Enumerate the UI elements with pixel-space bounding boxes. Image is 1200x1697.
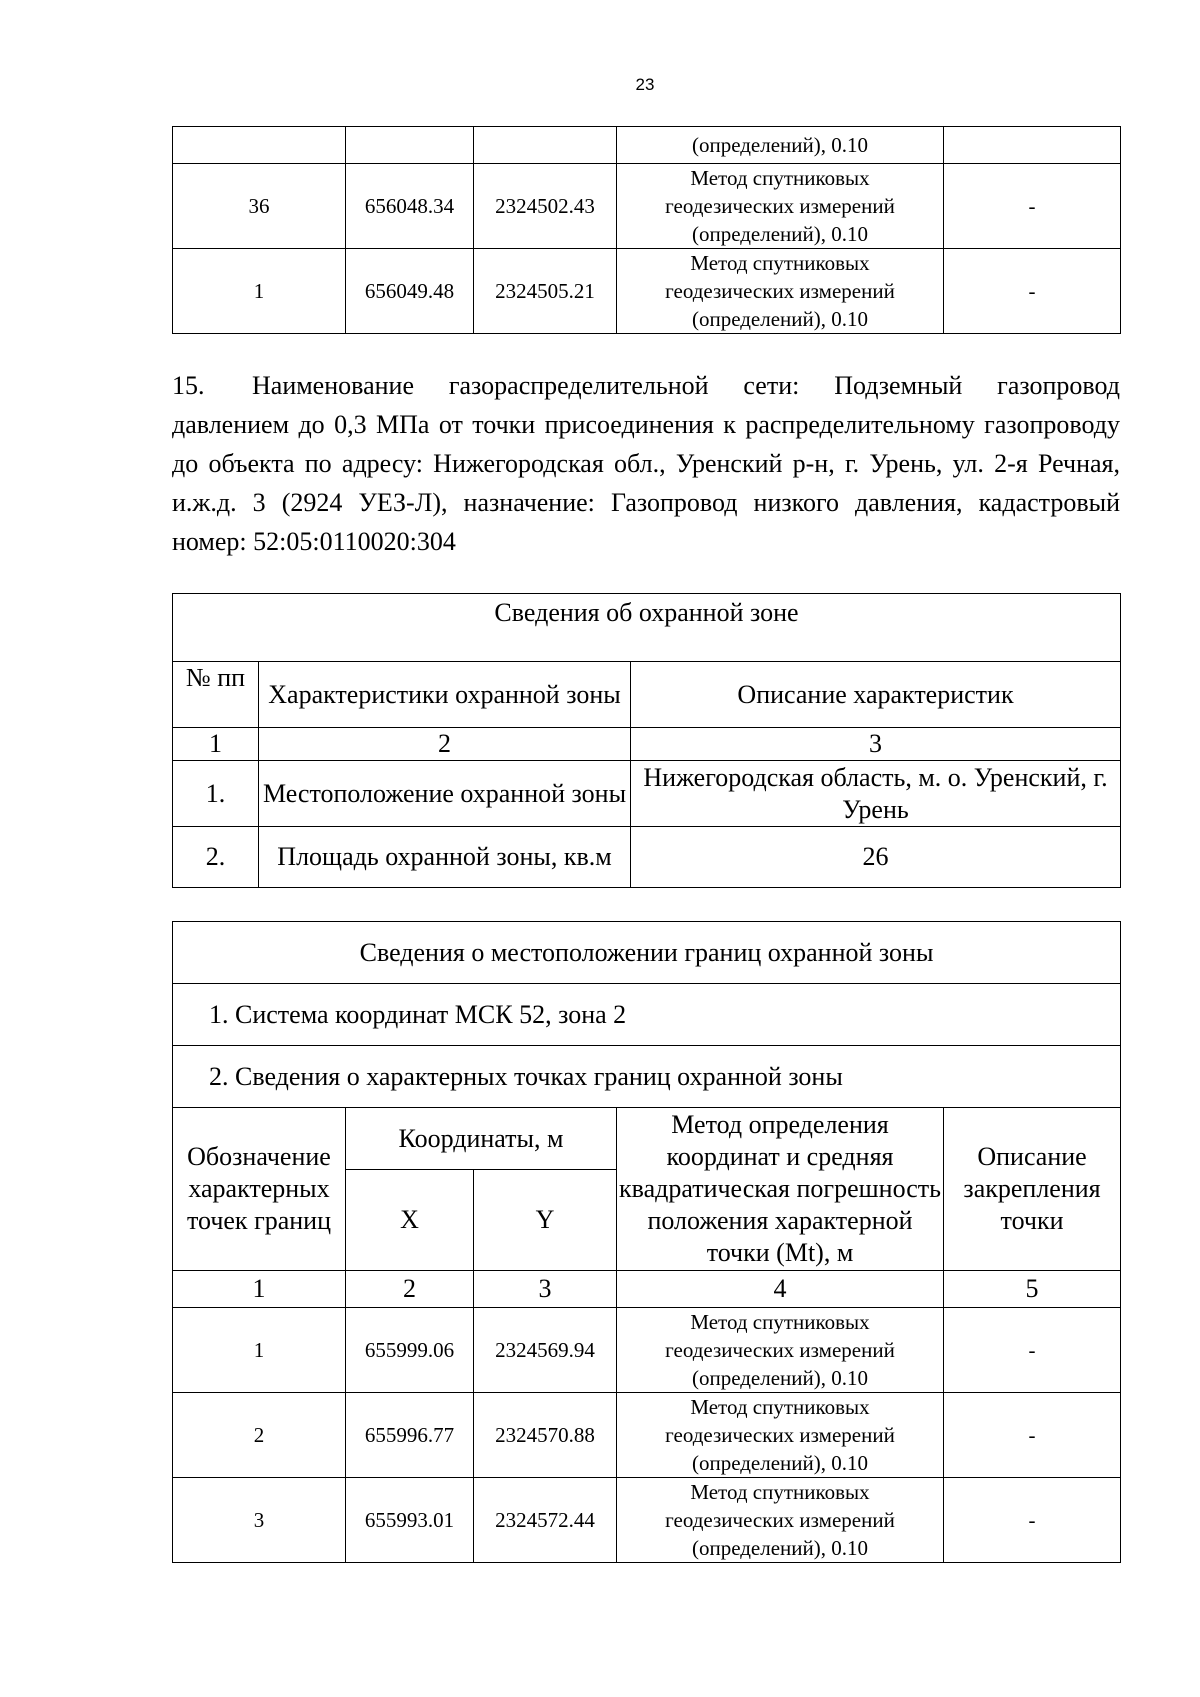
- table-row: [173, 127, 1121, 164]
- column-number: 2: [259, 728, 631, 761]
- top-coordinates-table: [172, 126, 1121, 334]
- method-cell: [617, 127, 944, 164]
- column-number: 5: [944, 1271, 1121, 1308]
- coord-x: 655999.06: [346, 1308, 474, 1393]
- header-method: Метод определения координат и средняя квадратическая погрешность положения характерной точки (Mt), м: [617, 1108, 944, 1271]
- header-coordinates: Координаты, м: [346, 1108, 617, 1170]
- table-row: [173, 761, 1121, 827]
- fix-description: [944, 127, 1121, 164]
- characteristic-value: Нижегородская область, м. о. Уренский, г. Урень: [631, 761, 1121, 827]
- header-number: № пп: [173, 662, 259, 728]
- header-fix-description: Описание закрепления точки: [944, 1108, 1121, 1271]
- method-cell: [617, 249, 944, 334]
- method-cell: [617, 1308, 944, 1393]
- point-label: 1: [173, 1308, 346, 1393]
- coord-x: 656048.34: [346, 164, 474, 249]
- method-line: геодезических измерений: [665, 1338, 895, 1362]
- boundary-coordinates-table: [172, 921, 1121, 1563]
- fix-description: -: [944, 1478, 1121, 1563]
- method-line: Метод спутниковых: [690, 1480, 870, 1504]
- numbering-row: [173, 728, 1121, 761]
- coord-y: 2324569.94: [474, 1308, 617, 1393]
- coord-x: 655993.01: [346, 1478, 474, 1563]
- column-number: 3: [474, 1271, 617, 1308]
- fix-description: -: [944, 1308, 1121, 1393]
- table-row: [173, 1046, 1121, 1108]
- fix-description: -: [944, 1393, 1121, 1478]
- table-row: [173, 984, 1121, 1046]
- header-description: Описание характеристик: [631, 662, 1121, 728]
- point-label: 2: [173, 1393, 346, 1478]
- table-row: [173, 1478, 1121, 1563]
- table-header-row: [173, 662, 1121, 728]
- point-label: 1: [173, 249, 346, 334]
- method-line: геодезических измерений: [665, 279, 895, 303]
- method-line: (определений), 0.10: [691, 1451, 869, 1475]
- method-line: геодезических измерений: [665, 1508, 895, 1532]
- zone-table-title: Сведения об охранной зоне: [173, 594, 1121, 662]
- coord-x: [346, 127, 474, 164]
- method-line: (определений), 0.10: [691, 1536, 869, 1560]
- method-line: (определений), 0.10: [691, 133, 869, 157]
- column-number: 3: [631, 728, 1121, 761]
- table-row: [173, 1308, 1121, 1393]
- table-row: [173, 249, 1121, 334]
- zone-info-table: [172, 593, 1121, 888]
- header-y: Y: [474, 1170, 617, 1271]
- coord-y: [474, 127, 617, 164]
- row-number: 1.: [173, 761, 259, 827]
- method-cell: [617, 1393, 944, 1478]
- header-x: X: [346, 1170, 474, 1271]
- numbering-row: [173, 1271, 1121, 1308]
- method-line: (определений), 0.10: [691, 307, 869, 331]
- coord-y: 2324572.44: [474, 1478, 617, 1563]
- table-row: [173, 827, 1121, 888]
- coord-y: 2324505.21: [474, 249, 617, 334]
- coord-x: 655996.77: [346, 1393, 474, 1478]
- table-row: [173, 594, 1121, 662]
- method-cell: [617, 1478, 944, 1563]
- table-row: [173, 1393, 1121, 1478]
- point-label: 36: [173, 164, 346, 249]
- table-header-row: [173, 1108, 1121, 1170]
- header-point-label: Обозначение характерных точек границ: [173, 1108, 346, 1271]
- method-cell: [617, 164, 944, 249]
- method-line: Метод спутниковых: [690, 1310, 870, 1334]
- method-line: Метод спутниковых: [690, 1395, 870, 1419]
- method-line: Метод спутниковых: [690, 251, 870, 275]
- row-number: 2.: [173, 827, 259, 888]
- characteristic-value: 26: [631, 827, 1121, 888]
- coordinate-system: 1. Система координат МСК 52, зона 2: [173, 984, 1121, 1046]
- method-line: геодезических измерений: [665, 1423, 895, 1447]
- column-number: 1: [173, 1271, 346, 1308]
- column-number: 4: [617, 1271, 944, 1308]
- section-text: Наименование газораспределительной сети: Подземный газопровод давлением до 0,3 МПа от точки присоединения к распределительному газопроводу до объекта по адресу: Нижегородская обл., Уренский р-н, г. Урень, ул. 2-я Речная, и.ж.д. 3 (2924 УЕЗ-Л), назначение: Газопровод низкого давления, кадастровый номер: 52:05:0110020:304: [172, 371, 1120, 556]
- point-label: [173, 127, 346, 164]
- coord-x: 656049.48: [346, 249, 474, 334]
- section-number: 15.: [172, 371, 205, 400]
- coord-y: 2324502.43: [474, 164, 617, 249]
- method-line: геодезических измерений: [665, 194, 895, 218]
- column-number: 2: [346, 1271, 474, 1308]
- page-number: 23: [635, 75, 655, 94]
- coords-table-title: Сведения о местоположении границ охранной зоны: [173, 922, 1121, 984]
- characteristic-name: Площадь охранной зоны, кв.м: [259, 827, 631, 888]
- section-heading: [172, 366, 1120, 561]
- column-number: 1: [173, 728, 259, 761]
- method-line: Метод спутниковых: [690, 166, 870, 190]
- fix-description: -: [944, 164, 1121, 249]
- point-label: 3: [173, 1478, 346, 1563]
- coord-y: 2324570.88: [474, 1393, 617, 1478]
- table-row: [173, 164, 1121, 249]
- method-line: (определений), 0.10: [691, 1366, 869, 1390]
- header-characteristics: Характеристики охранной зоны: [259, 662, 631, 728]
- fix-description: -: [944, 249, 1121, 334]
- table-row: [173, 922, 1121, 984]
- method-line: (определений), 0.10: [691, 222, 869, 246]
- characteristic-name: Местоположение охранной зоны: [259, 761, 631, 827]
- points-title: 2. Сведения о характерных точках границ охранной зоны: [173, 1046, 1121, 1108]
